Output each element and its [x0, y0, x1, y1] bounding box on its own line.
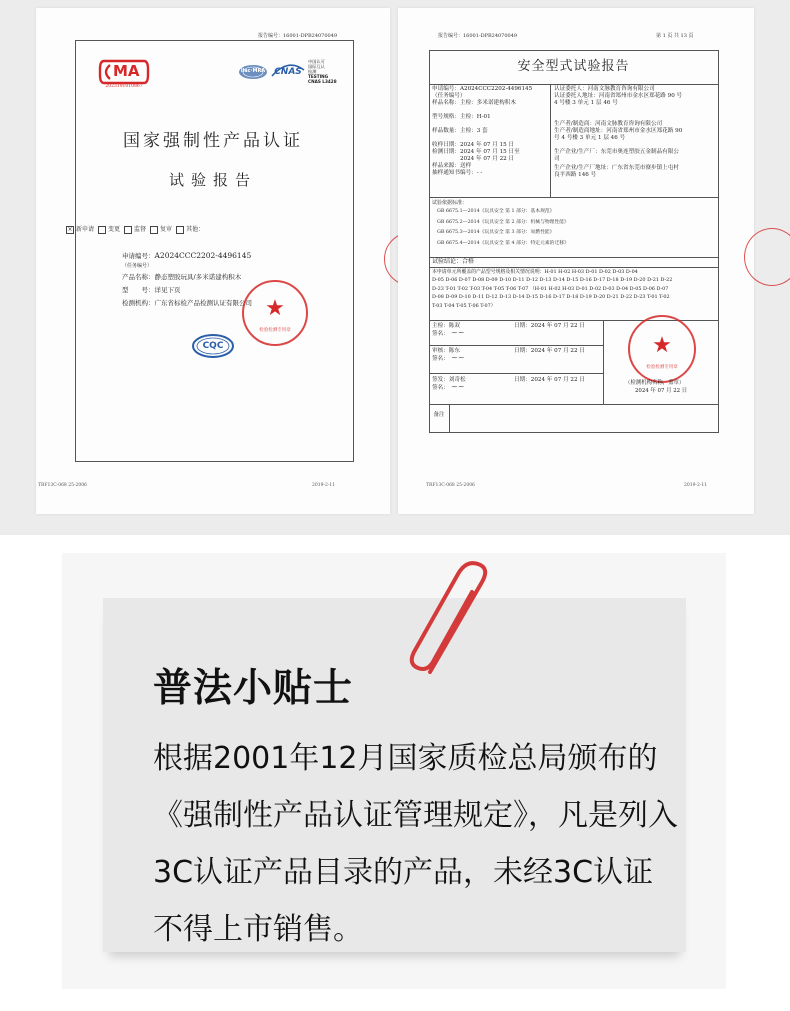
cnas-logo — [270, 62, 306, 82]
tip-title: 普法小贴士 — [153, 666, 354, 711]
standards-section — [429, 197, 718, 258]
cqc-logo — [191, 333, 235, 359]
approver-name: 签发：刘奇松 — [432, 377, 466, 383]
coverage-line: D-05 D-06 D-07 D-08 D-09 D-10 D-11 D-12 D-13 D-14 D-15 D-16 D-17 D-18 D-19 D-20 D-21 D-22 — [432, 277, 673, 284]
model-coverage-list — [432, 268, 715, 311]
cqc-text: CQC — [202, 341, 224, 351]
client-name: 认证委托人：河南文脉教育咨询有限公司 — [554, 86, 655, 92]
sample-name: 样品名称：主检：多米诺建构积木 — [432, 100, 516, 106]
task-number-label: （任务编号） — [122, 263, 153, 269]
coverage-line: T-03 T-04 T-05 T-06 T-07） — [432, 302, 496, 309]
test-date: 检测日期：2024 年 07 月 15 日至 — [432, 149, 520, 155]
footer-date: 2019-2-11 — [684, 483, 708, 488]
lab-label: 检测机构： — [122, 299, 155, 307]
reviewer-signature: ~~ — [451, 353, 465, 362]
reviewer-signature-label: 签名： — [432, 356, 449, 362]
producer-address-cont: 号 4 号楼 3 单元 1 层 46 号 — [554, 135, 626, 141]
seal-caption: （检测机构名称，盖章） — [625, 380, 685, 386]
seal-date: 2024 年 07 月 22 日 — [635, 388, 688, 394]
inspector-date: 日期：2024 年 07 月 22 日 — [514, 323, 585, 329]
signature-block — [429, 320, 604, 405]
footer-date: 2019-2-11 — [312, 483, 336, 488]
standard-item: GB 6675.4—2014《玩具安全 第 4 部分：特定元素的迁移》 — [437, 240, 569, 246]
client-address-cont: 4 号楼 3 单元 1 层 46 号 — [554, 100, 618, 106]
cnas-text: CNAS — [274, 67, 302, 77]
cnas-caption-line: 中国认可 — [308, 59, 325, 64]
remarks-row — [429, 404, 718, 432]
client-address: 认证委托人地址：河南省郑州市金水区郑花路 90 号 — [554, 93, 683, 99]
page-number: 第 1 页 共 13 页 — [656, 33, 694, 39]
checkbox-label: 其他： — [186, 226, 205, 233]
model-spec: 型号规格：主检：H-01 — [432, 114, 491, 120]
standard-item: GB 6675.1—2014《玩具安全 第 1 部分：基本规范》 — [437, 209, 555, 214]
receive-date: 收样日期：2024 年 07 月 15 日 — [432, 142, 515, 148]
inspector-signature-label: 签名： — [432, 331, 449, 337]
coverage-line: D-08 D-09 D-10 D-11 D-12 D-13 D-14 D-15 D-16 D-17 D-18 D-19 D-20 D-21 D-22 D-23 T-01 T-02 — [432, 294, 670, 301]
checkbox-4[interactable] — [176, 226, 184, 234]
stamp-caption: 检验检测专用章 — [646, 365, 678, 370]
inspection-stamp — [628, 315, 696, 383]
lab-row — [122, 298, 252, 307]
sample-quantity: 样品数量：主检：3 套 — [432, 128, 488, 134]
certificate-subtitle: 试验报告 — [168, 171, 257, 189]
star-icon: ★ — [265, 296, 285, 321]
lab-value: 广东省标检产品检测认证有限公司 — [154, 299, 252, 307]
approver-signature: ~~ — [451, 382, 465, 391]
cnas-caption — [308, 59, 337, 84]
checkbox-0[interactable]: × — [67, 225, 73, 233]
cnas-caption-line: TESTING — [308, 74, 329, 79]
tip-body-line: 不得上市销售。 — [153, 912, 363, 947]
tip-note-card — [103, 598, 686, 952]
tip-body-line: 《强制性产品认证管理规定》，凡是列入 — [153, 798, 678, 833]
test-report-page — [398, 8, 754, 514]
checkbox-label: 监督 — [134, 226, 147, 233]
conclusion-section — [429, 257, 718, 320]
checkbox-3[interactable] — [150, 226, 158, 234]
approver-signature-label: 签名： — [432, 385, 449, 391]
product-label: 产品名称： — [122, 273, 155, 281]
producer-address: 生产者/制造商地址：河南省郑州市金水区郑花路 90 — [554, 128, 683, 134]
cnas-caption-line: CNAS L3428 — [308, 79, 337, 84]
test-date-end: 2024 年 07 月 22 日 — [432, 156, 515, 162]
application-label: 申请编号： — [122, 252, 155, 260]
checkbox-1[interactable] — [98, 226, 106, 234]
footer-form-code: TRF13C-068 25-2006 — [426, 483, 475, 488]
certificate-title: 国家强制性产品认证 — [123, 131, 303, 151]
checkbox-label: 复审 — [160, 226, 173, 233]
product-value: 静态塑胶玩具/多米诺建构积木 — [154, 273, 242, 281]
application-number-row — [122, 251, 251, 260]
remarks-label: 备注 — [429, 405, 450, 432]
test-conclusion: 试验结论：合格 — [429, 258, 718, 268]
factory-name: 生产企业/生产厂：东莞市奥连塑胶五金制品有限公 — [554, 149, 679, 155]
model-row — [122, 285, 181, 294]
product-name-row — [122, 272, 241, 281]
cma-letters: MA — [113, 62, 140, 80]
inspection-stamp — [242, 280, 308, 346]
reviewer-date: 日期：2024 年 07 月 22 日 — [514, 348, 585, 354]
client-info-column — [551, 84, 717, 197]
factory-name-cont: 司 — [554, 156, 560, 162]
tip-body-line: 根据2001年12月国家质检总局颁布的 — [153, 741, 658, 776]
sample-info-column — [429, 84, 551, 197]
star-icon: ★ — [652, 333, 672, 358]
seal-block — [603, 320, 718, 405]
standard-item: GB 6675.2—2014《玩具安全 第 2 部分：机械与物理性能》 — [437, 219, 569, 225]
coverage-line: D-23 T-01 T-02 T-03 T-04 T-05 T-06 T-07 （H-01 H-02 H-03 D-01 D-02 D-03 D-04 D-05 D-06 D-07 — [432, 285, 669, 292]
paperclip-icon — [400, 560, 510, 690]
cnas-caption-line: 检测 — [308, 69, 317, 74]
tip-body-line: 3C认证产品目录的产品，未经3C认证 — [153, 855, 654, 890]
cma-logo — [98, 57, 150, 91]
approver-date: 日期：2024 年 07 月 22 日 — [514, 377, 585, 383]
standards-list — [429, 207, 718, 249]
reviewer-name: 审核：陈东 — [432, 348, 460, 354]
sample-source: 样品来源：送样 — [432, 163, 472, 169]
ilac-text: ilac·MRA — [240, 68, 266, 74]
cma-number: 2023191010867 — [105, 84, 143, 89]
edge-stamp-right — [742, 228, 790, 288]
factory-address: 生产企业/生产厂地址：广东省东莞市寮步镇上屯村 — [554, 165, 679, 171]
application-type-checkboxes — [66, 224, 208, 234]
stamp-caption: 检验检测专用章 — [259, 328, 291, 333]
cnas-caption-line: 国际互认 — [308, 64, 325, 69]
checkbox-2[interactable] — [124, 226, 132, 234]
report-title: 安全型式试验报告 — [429, 50, 718, 85]
model-label: 型 号： — [122, 286, 155, 294]
factory-address-cont: 良平西路 146 号 — [554, 172, 597, 178]
apply-number: 申请编号：A2024CCC2202-4496145 — [432, 86, 533, 92]
report-number: 报告编号：16001-DPB24070049 — [258, 33, 338, 39]
inspector-name: 主检：陈双 — [432, 323, 460, 329]
model-value: 详见下页 — [154, 286, 181, 294]
producer-name: 生产者/制造商：河南文脉教育咨询有限公司 — [554, 121, 663, 127]
certificate-cover-page — [36, 8, 390, 514]
application-value: A2024CCC2202-4496145 — [154, 251, 252, 260]
standards-title: 试验依据标准： — [432, 200, 468, 206]
checkbox-label: 新申请 — [76, 226, 95, 233]
standard-item: GB 6675.3—2014《玩具安全 第 3 部分：易燃性能》 — [437, 230, 555, 235]
sampling-notice-number: 抽样通知书编号：- - — [432, 170, 483, 176]
inspector-signature: ~~ — [451, 328, 465, 337]
footer-form-code: TRF13C-068 25-2006 — [38, 483, 87, 488]
tip-body — [153, 730, 678, 958]
task-number: （任务编号） — [432, 93, 466, 99]
checkbox-label: 变更 — [108, 226, 121, 233]
report-number: 报告编号：16001-DPB24070049 — [438, 33, 518, 39]
coverage-line: 本申请单元所覆盖的产品型号规格及相关情况说明：H-01 H-02 H-03 D-01 D-02 D-03 D-04 — [432, 268, 638, 275]
ilac-logo — [238, 64, 268, 80]
